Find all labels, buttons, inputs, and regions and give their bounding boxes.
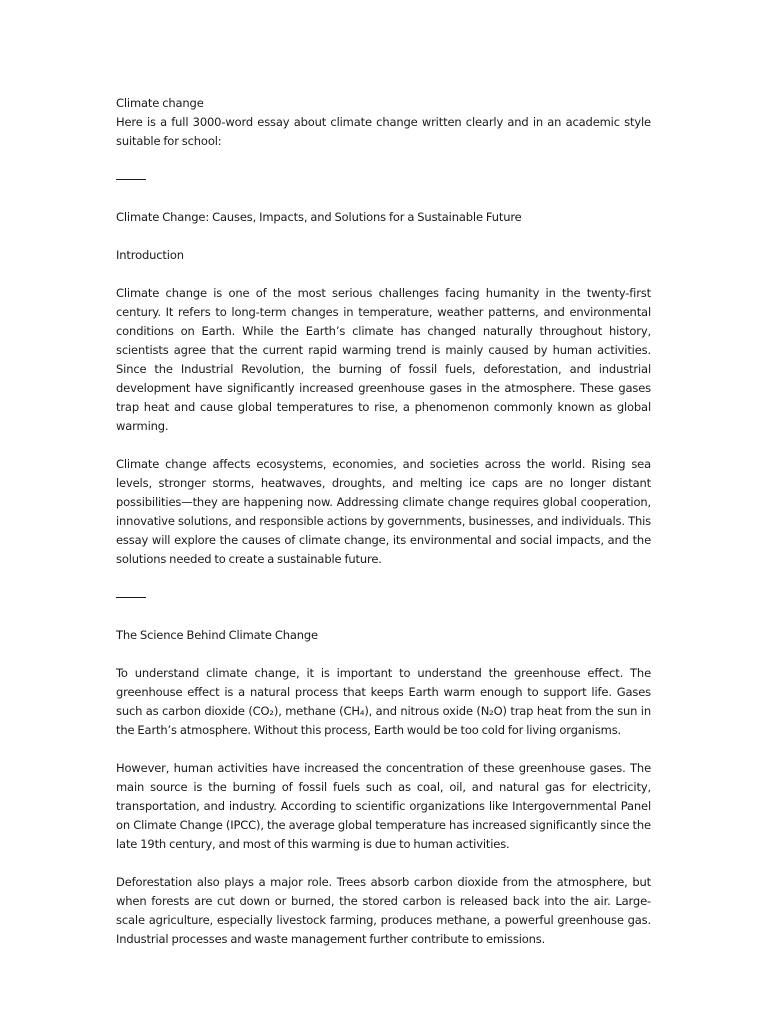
section-heading-science: The Science Behind Climate Change bbox=[116, 628, 318, 642]
intro-note: Here is a full 3000-word essay about climate change written clearly and in an academic style suitable for school: bbox=[116, 115, 651, 148]
section-divider bbox=[116, 588, 651, 607]
paragraph: Climate change is one of the most serious challenges facing humanity in the twenty-first century. It refers to long-term changes in temperature, weather patterns, and environmental conditions on Earth. While the Earth’s climate has changed naturally throughout history, scientists agree that the current rapid warming trend is mainly caused by human activities. Since the Industrial Revolution, the burning of fossil fuels, deforestation, and industrial development have significantly increased greenhouse gases in the atmosphere. These gases trap heat and cause global temperatures to rise, a phenomenon commonly known as global warming. bbox=[116, 286, 651, 433]
paragraph: Climate change affects ecosystems, economies, and societies across the world. Rising sea levels, stronger storms, heatwaves, droughts, and melting ice caps are no longer distant possibilities—they are happening now. Addressing climate change requires global cooperation, innovative solutions, and responsible actions by governments, businesses, and individuals. This essay will explore the causes of climate change, its environmental and social impacts, and the solutions needed to create a sustainable future. bbox=[116, 457, 651, 566]
document-page bbox=[116, 94, 651, 968]
paragraph: However, human activities have increased the concentration of these greenhouse gases. The main source is the burning of fossil fuels such as coal, oil, and natural gas for electricity, transportation, and industry. According to scientific organizations like Intergovernmental Panel on Climate Change (IPCC), the average global temperature has increased significantly since the late 19th century, and most of this warming is due to human activities. bbox=[116, 761, 651, 851]
essay-title: Climate Change: Causes, Impacts, and Solutions for a Sustainable Future bbox=[116, 210, 522, 224]
document-title: Climate change bbox=[116, 96, 204, 110]
paragraph: To understand climate change, it is important to understand the greenhouse effect. The greenhouse effect is a natural process that keeps Earth warm enough to support life. Gases such as carbon dioxide (CO₂), methane (CH₄), and nitrous oxide (N₂O) trap heat from the sun in the Earth’s atmosphere. Without this process, Earth would be too cold for living organisms. bbox=[116, 666, 651, 737]
section-heading-introduction: Introduction bbox=[116, 248, 184, 262]
paragraph: Deforestation also plays a major role. Trees absorb carbon dioxide from the atmosphere, but when forests are cut down or burned, the stored carbon is released back into the air. Large-scale agriculture, especially livestock farming, produces methane, a powerful greenhouse gas. Industrial processes and waste management further contribute to emissions. bbox=[116, 875, 651, 946]
section-divider bbox=[116, 170, 651, 189]
